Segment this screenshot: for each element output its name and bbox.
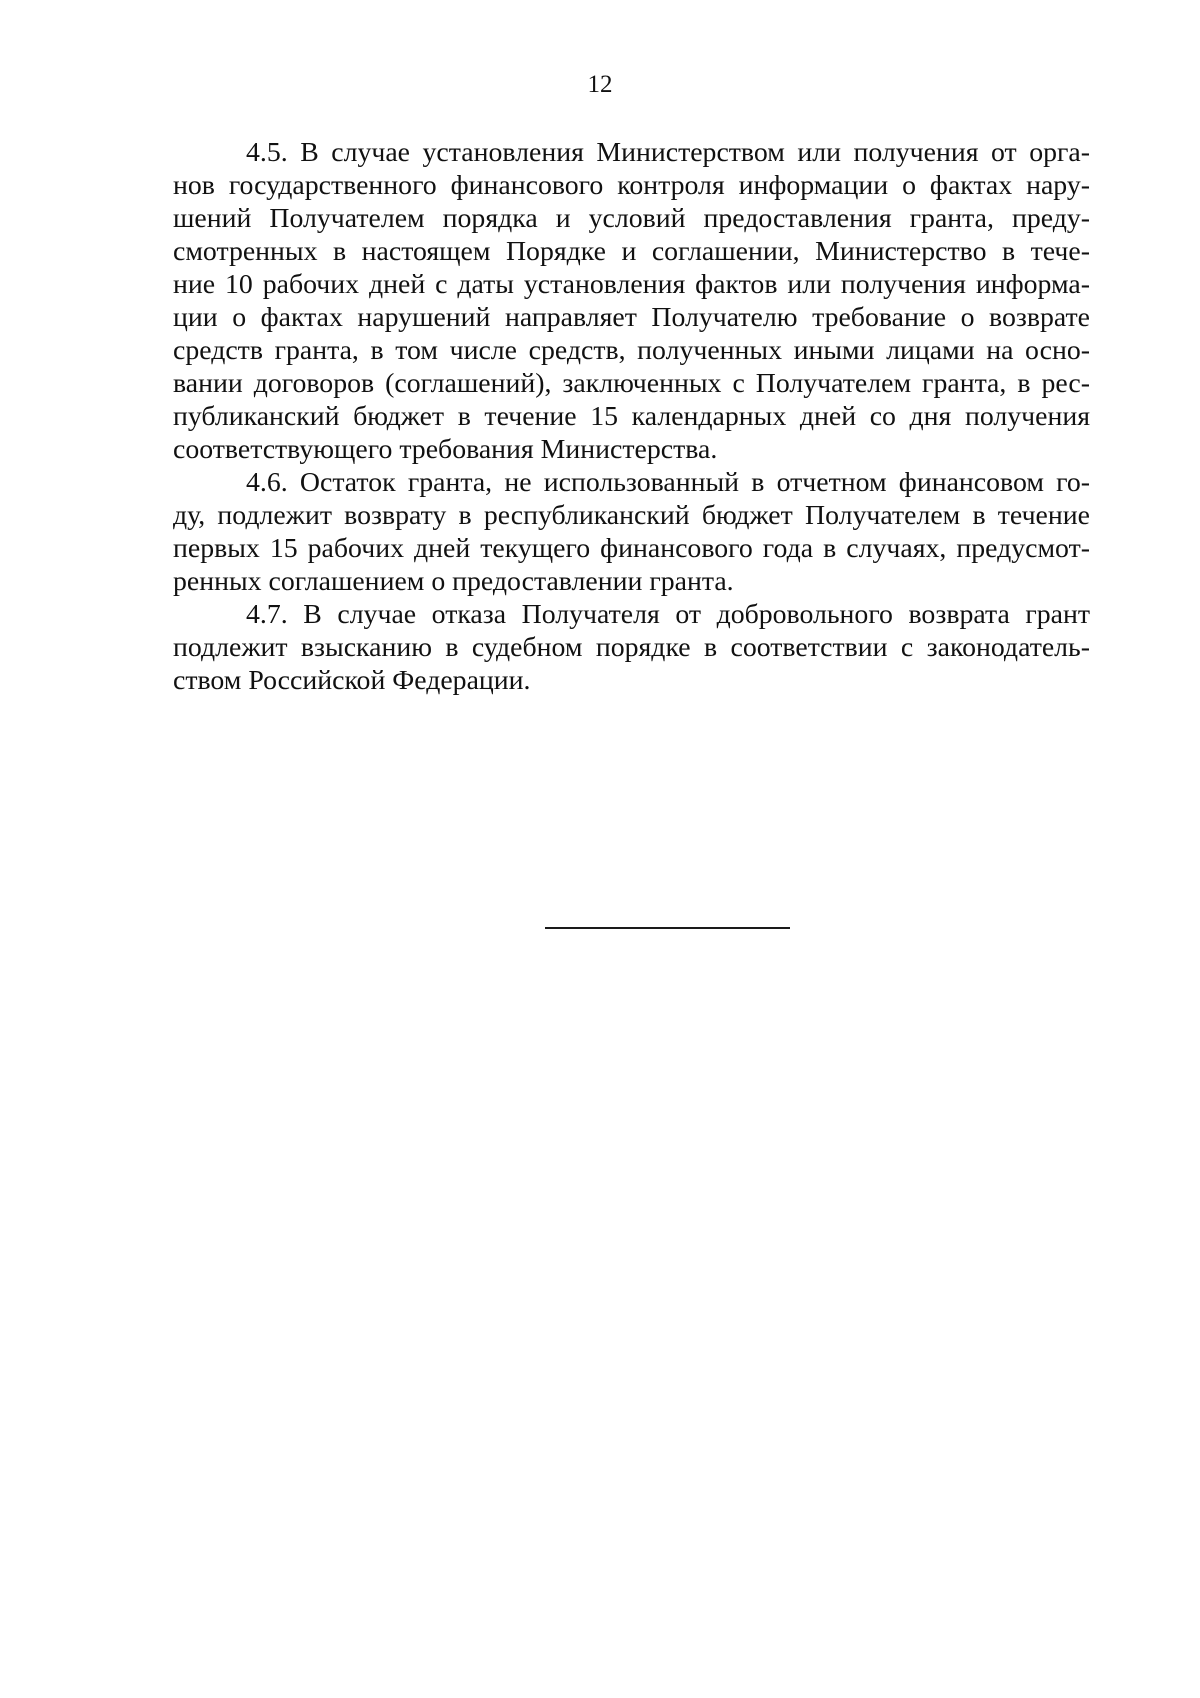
text-line: нов государственного финансового контроля информации о фактах нару- (173, 170, 1090, 201)
text-line: ции о фактах нарушений направляет Получателю требование о возврате (173, 302, 1090, 333)
text-line: вании договоров (соглашений), заключенных с Получателем гранта, в рес- (173, 368, 1090, 399)
text-line: ду, подлежит возврату в республиканский бюджет Получателем в течение (173, 500, 1090, 531)
text-line: 4.6. Остаток гранта, не использованный в отчетном финансовом го- (246, 467, 1090, 498)
page-number: 12 (587, 71, 613, 98)
text-line: шений Получателем порядка и условий предоставления гранта, преду- (173, 203, 1090, 234)
text-line: ние 10 рабочих дней с даты установления фактов или получения информа- (173, 269, 1090, 300)
text-line: публиканский бюджет в течение 15 календарных дней со дня получения (173, 401, 1090, 432)
closing-rule (545, 927, 790, 929)
text-line: ренных соглашением о предоставлении гранта. (173, 566, 734, 597)
text-line: 4.7. В случае отказа Получателя от добровольного возврата грант (246, 599, 1090, 630)
text-line: 4.5. В случае установления Министерством или получения от орга- (246, 137, 1090, 168)
text-line: средств гранта, в том числе средств, полученных иными лицами на осно- (173, 335, 1090, 366)
text-line: первых 15 рабочих дней текущего финансового года в случаях, предусмот- (173, 533, 1090, 564)
text-line: соответствующего требования Министерства. (173, 434, 718, 465)
text-line: ством Российской Федерации. (173, 665, 531, 696)
text-line: подлежит взысканию в судебном порядке в соответствии с законодатель- (173, 632, 1090, 663)
text-line: смотренных в настоящем Порядке и соглашении, Министерство в тече- (173, 236, 1090, 267)
